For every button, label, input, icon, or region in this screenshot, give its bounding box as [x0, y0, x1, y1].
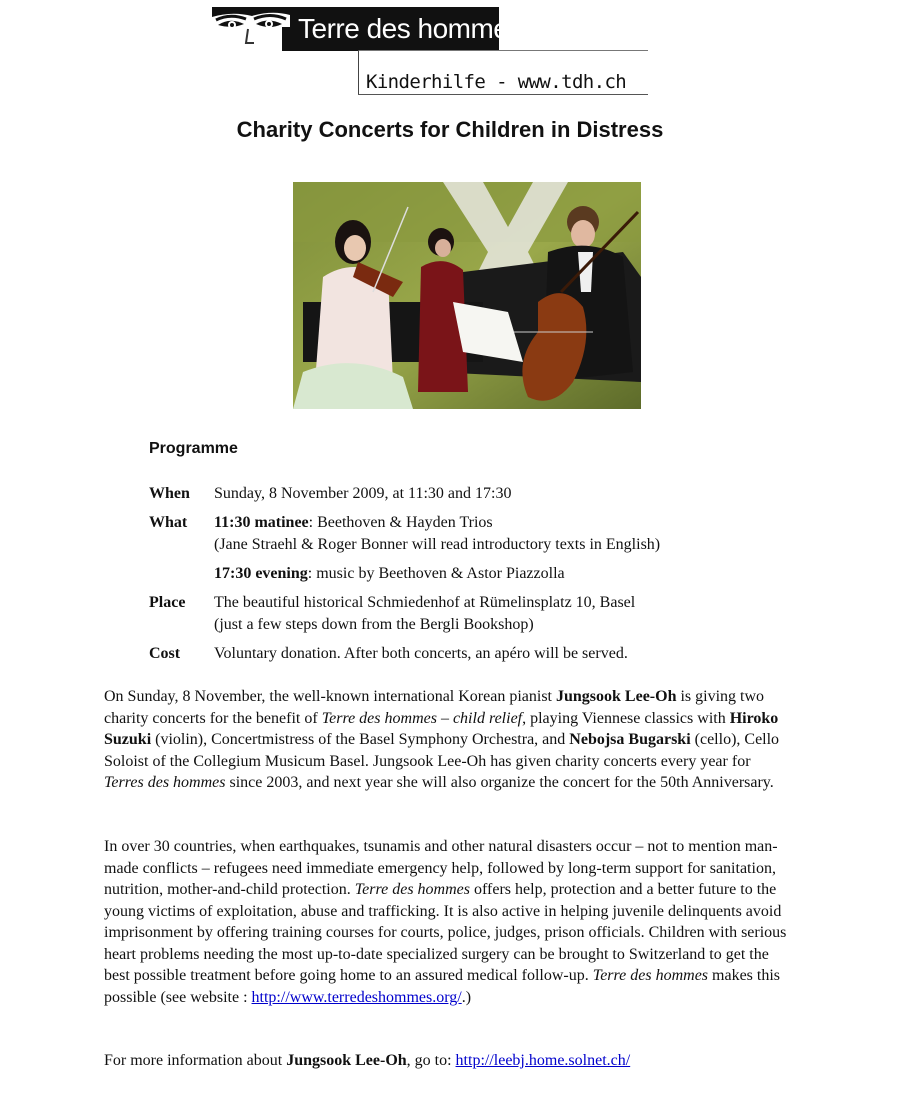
p3-pianist-name: Jungsook Lee-Oh: [286, 1052, 407, 1069]
programme-what-row: [149, 512, 869, 592]
tdh-website-link[interactable]: http://www.terredeshommes.org/: [251, 988, 462, 1006]
when-text: Sunday, 8 November 2009, at 11:30 and 17:30: [214, 485, 512, 502]
header-bottom-rule: [358, 94, 648, 95]
more-info-paragraph: [104, 1050, 794, 1072]
place-label: Place: [149, 594, 186, 611]
organization-name: Terre des hommes – child relief: [321, 709, 523, 727]
matinee-program: : Beethoven & Hayden Trios: [308, 514, 493, 531]
p2-text-4: .): [461, 988, 472, 1006]
cellist-name: Nebojsa Bugarski: [569, 731, 691, 748]
programme-cost-row: [149, 643, 869, 665]
organization-name-2: Terres des hommes: [104, 774, 226, 791]
when-label: When: [149, 485, 190, 502]
cost-label: Cost: [149, 645, 181, 662]
evening-time: 17:30 evening: [214, 565, 308, 582]
terre-des-hommes-logo: [212, 7, 522, 51]
intro-paragraph: [104, 686, 794, 794]
p1-text-4: (violin), Concertmistress of the Basel Symphony Orchestra, and: [151, 731, 570, 748]
p1-text-6: since 2003, and next year she will also organize the concert for the 50th Anniversary.: [225, 774, 774, 791]
programme-heading: Programme: [149, 440, 238, 457]
header-vertical-rule: [358, 50, 359, 95]
pianist-website-link[interactable]: http://leebj.home.solnet.ch/: [455, 1052, 631, 1069]
evening-program: : music by Beethoven & Astor Piazzolla: [307, 565, 565, 582]
pianist-name: Jungsook Lee-Oh: [556, 688, 677, 705]
programme-place-row: [149, 592, 869, 636]
evening-line: [214, 563, 834, 585]
what-text: [214, 512, 834, 585]
p2-organization-2: Terre des hommes: [592, 967, 709, 984]
place-text: [214, 592, 834, 636]
p3-text-1: For more information about: [104, 1052, 287, 1069]
p1-text-1: On Sunday, 8 November, the well-known international Korean pianist: [104, 688, 556, 705]
concert-photo: [293, 182, 641, 409]
violinist-name: Hiroko Suzuki: [104, 709, 779, 748]
p2-text-1: In over 30 countries, when earthquakes, tsunamis and other natural disasters occur – not to mention man-made conflicts – refugees need immediate emergency help, followed by long-term support for sanitation, nutrition, mother-and-child protection.: [104, 838, 778, 898]
page-title: Charity Concerts for Children in Distress: [236, 117, 664, 142]
place-line-1: The beautiful historical Schmiedenhof at Rümelinsplatz 10, Basel: [214, 594, 636, 611]
logo-text: Terre des hommes: [298, 13, 522, 44]
header-rule: [358, 50, 648, 51]
matinee-time: 11:30 matinee: [214, 514, 309, 531]
p3-text-2: , go to:: [406, 1052, 456, 1069]
header-tagline: Kinderhilfe - www.tdh.ch: [366, 71, 627, 93]
matinee-note: (Jane Straehl & Roger Bonner will read introductory texts in English): [214, 536, 661, 553]
p2-text-3: makes this possible (see website :: [104, 967, 781, 1006]
p1-text-2: is giving two charity concerts for the benefit of: [104, 688, 765, 727]
p1-text-5: (cello), Cello Soloist of the Collegium Musicum Basel. Jungsook Lee-Oh has given charity concerts every year for: [104, 731, 780, 770]
matinee-line: [214, 512, 834, 534]
place-line-2: (just a few steps down from the Bergli Bookshop): [214, 616, 534, 633]
p2-organization-1: Terre des hommes: [354, 881, 470, 898]
cost-text: Voluntary donation. After both concerts, an apéro will be served.: [214, 645, 628, 662]
p1-text-3: , playing Viennese classics with: [522, 709, 730, 727]
what-label: What: [149, 514, 188, 531]
programme-when-row: [149, 483, 849, 505]
p2-text-2: offers help, protection and a better future to the young victims of exploitation, abuse and trafficking. It is also active in helping juvenile delinquents avoid imprisonment by offering training courses for courts, police, judges, prison officials. Children with serious heart problems needing the most up-to-date specialized surgery can be brought to Switzerland to get the best possible treatment before going home to an assured medical follow-up.: [104, 881, 787, 984]
logo-eyes-image: [212, 7, 290, 51]
mission-paragraph: [104, 836, 794, 1008]
